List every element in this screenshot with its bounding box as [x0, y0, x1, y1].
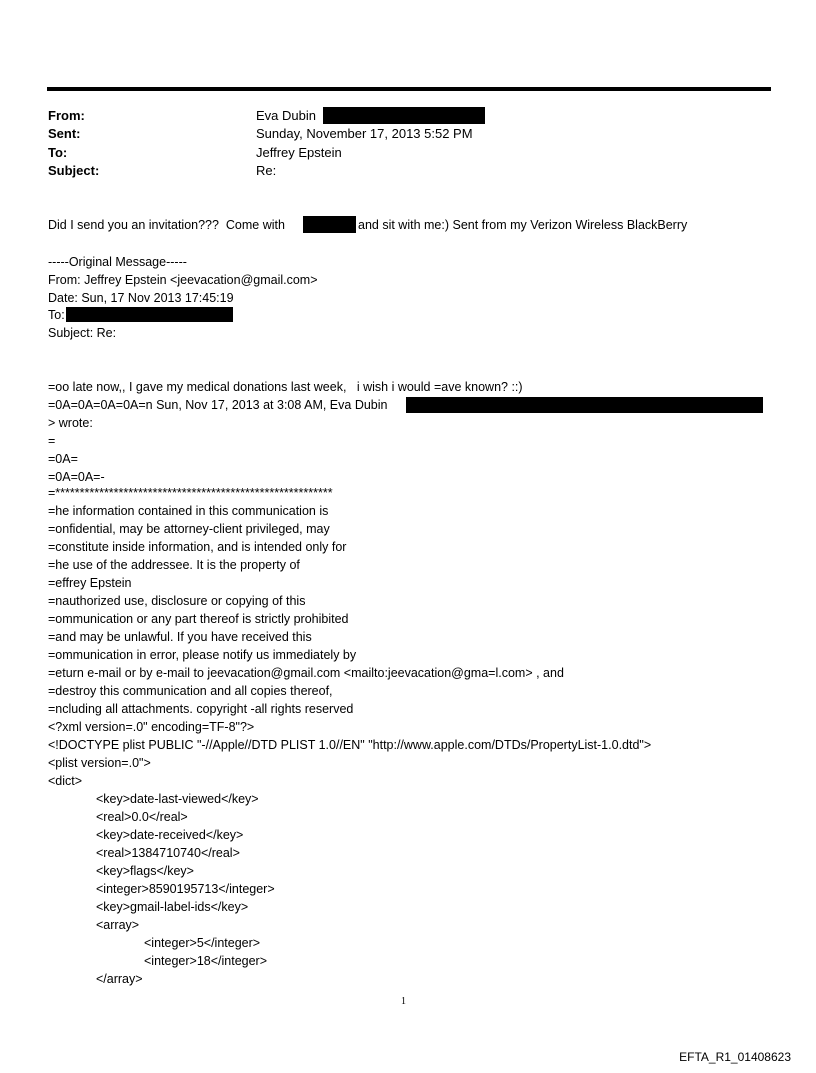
redaction-bar [406, 397, 763, 413]
document-id: EFTA_R1_01408623 [679, 1050, 791, 1064]
body-line: > wrote: [48, 416, 93, 430]
body-line: =and may be unlawful. If you have received this [48, 630, 312, 644]
message-intro-part2: and sit with me:) Sent from my Verizon Wireless BlackBerry [358, 218, 688, 232]
sent-value: Sunday, November 17, 2013 5:52 PM [256, 126, 473, 141]
body-line: <plist version=.0"> [48, 756, 151, 770]
body-line: <dict> [48, 774, 83, 788]
body-line: <key>date-received</key> [96, 828, 244, 842]
body-line: =effrey Epstein [48, 576, 132, 590]
body-line: =oo late now,, I gave my medical donations last week, i wish i would =ave known? ::) [48, 380, 523, 394]
body-line: =0A=0A=0A=0A=n Sun, Nov 17, 2013 at 3:08 AM, Eva Dubin [48, 398, 388, 412]
to-label: To: [48, 145, 68, 160]
body-line: =he use of the addressee. It is the property of [48, 558, 300, 572]
body-line: =onfidential, may be attorney-client privileged, may [48, 522, 330, 536]
body-line: =0A=0A=- [48, 470, 105, 484]
body-line: =nauthorized use, disclosure or copying of this [48, 594, 306, 608]
original-subject: Subject: Re: [48, 326, 117, 340]
sent-label: Sent: [48, 126, 81, 141]
body-line: <!DOCTYPE plist PUBLIC "-//Apple//DTD PLIST 1.0//EN" "http://www.apple.com/DTDs/PropertyList-1.0.dtd"> [48, 738, 652, 752]
body-line: <key>gmail-label-ids</key> [96, 900, 249, 914]
body-line: <key>flags</key> [96, 864, 194, 878]
original-date: Date: Sun, 17 Nov 2013 17:45:19 [48, 291, 234, 305]
redaction-bar [323, 107, 485, 124]
to-value: Jeffrey Epstein [256, 145, 342, 160]
body-line: </array> [96, 972, 143, 986]
body-line: = [48, 434, 56, 448]
page-number: 1 [401, 996, 406, 1007]
body-line: <integer>18</integer> [144, 954, 268, 968]
body-line: <integer>5</integer> [144, 936, 261, 950]
body-line: =ncluding all attachments. copyright -all rights reserved [48, 702, 354, 716]
body-line: =ommunication in error, please notify us immediately by [48, 648, 357, 662]
body-line: =eturn e-mail or by e-mail to jeevacation@gmail.com <mailto:jeevacation@gma=l.com> , and [48, 666, 564, 680]
original-to: To: [48, 308, 65, 322]
body-line: <key>date-last-viewed</key> [96, 792, 259, 806]
subject-label: Subject: [48, 163, 100, 178]
body-line: <integer>8590195713</integer> [96, 882, 275, 896]
body-line: <real>0.0</real> [96, 810, 188, 824]
subject-value: Re: [256, 163, 277, 178]
from-label: From: [48, 108, 85, 123]
message-intro-part1: Did I send you an invitation??? Come with [48, 218, 285, 232]
body-line: =********************************************************* [48, 486, 333, 500]
body-line: =ommunication or any part thereof is strictly prohibited [48, 612, 349, 626]
body-line: =destroy this communication and all copies thereof, [48, 684, 333, 698]
original-message-marker: -----Original Message----- [48, 255, 187, 269]
body-line: <?xml version=.0" encoding=TF-8"?> [48, 720, 255, 734]
body-line: <real>1384710740</real> [96, 846, 240, 860]
body-line: <array> [96, 918, 140, 932]
redaction-bar [66, 307, 233, 322]
original-from: From: Jeffrey Epstein <jeevacation@gmail.com> [48, 273, 318, 287]
from-value: Eva Dubin [256, 108, 316, 123]
header-rule [47, 87, 771, 91]
body-line: =constitute inside information, and is intended only for [48, 540, 347, 554]
body-line: =he information contained in this communication is [48, 504, 329, 518]
body-line: =0A= [48, 452, 78, 466]
redaction-bar [303, 216, 356, 233]
